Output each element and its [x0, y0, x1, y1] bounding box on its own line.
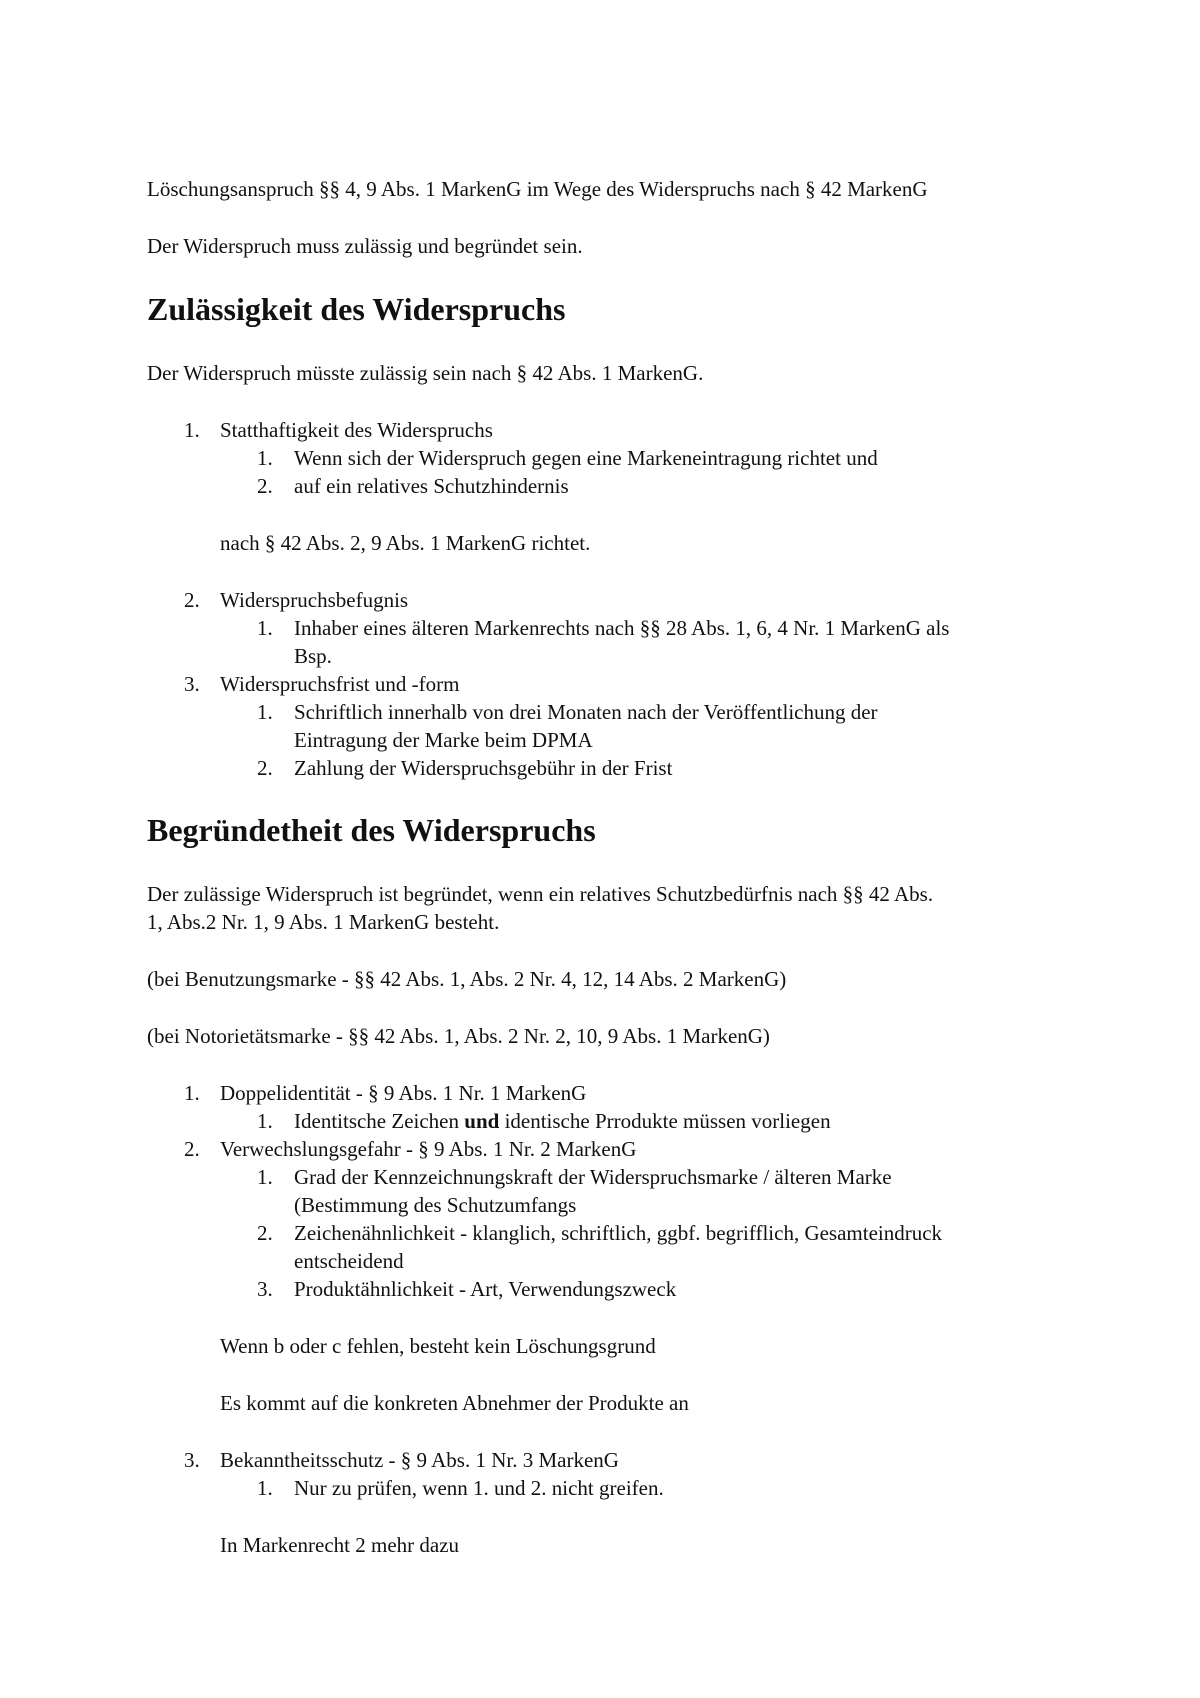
- list-item: Doppelidentität - § 9 Abs. 1 Nr. 1 MarkenG: [220, 1081, 587, 1105]
- sublist-item: Zahlung der Widerspruchsgebühr in der Frist: [294, 756, 673, 780]
- list-item: Statthaftigkeit des Widerspruchs: [220, 418, 493, 442]
- sublist-number: 1.: [257, 616, 273, 640]
- list-number: 3.: [184, 1448, 200, 1472]
- list-number: 1.: [184, 1081, 200, 1105]
- admissibility-lead: Der Widerspruch müsste zulässig sein nach § 42 Abs. 1 MarkenG.: [147, 361, 704, 385]
- sublist-number: 1.: [257, 446, 273, 470]
- sublist-text-before: Identitsche Zeichen: [294, 1109, 465, 1133]
- merits-lead: Der zulässige Widerspruch ist begründet, wenn ein relatives Schutzbedürfnis nach §§ 42 Abs.: [147, 882, 934, 906]
- sublist-number: 2.: [257, 474, 273, 498]
- sublist-item: Wenn sich der Widerspruch gegen eine Markeneintragung richtet und: [294, 446, 878, 470]
- sublist-number: 1.: [257, 1165, 273, 1189]
- list-item: Widerspruchsfrist und -form: [220, 672, 460, 696]
- list-item: Verwechslungsgefahr - § 9 Abs. 1 Nr. 2 MarkenG: [220, 1137, 637, 1161]
- list-note: Wenn b oder c fehlen, besteht kein Löschungsgrund: [220, 1334, 656, 1358]
- sublist-number: 3.: [257, 1277, 273, 1301]
- sublist-number: 2.: [257, 1221, 273, 1245]
- sublist-item: Produktähnlichkeit - Art, Verwendungszweck: [294, 1277, 677, 1301]
- intro-requirement: Der Widerspruch muss zulässig und begründet sein.: [147, 234, 583, 258]
- sublist-text-bold: und: [464, 1109, 500, 1133]
- sublist-item: auf ein relatives Schutzhindernis: [294, 474, 569, 498]
- sublist-item: Zeichenähnlichkeit - klanglich, schriftlich, ggbf. begrifflich, Gesamteindruck: [294, 1221, 943, 1245]
- list-item: Widerspruchsbefugnis: [220, 588, 409, 612]
- note-usage-mark: (bei Benutzungsmarke - §§ 42 Abs. 1, Abs. 2 Nr. 4, 12, 14 Abs. 2 MarkenG): [147, 967, 787, 991]
- intro-claim: Löschungsanspruch §§ 4, 9 Abs. 1 MarkenG im Wege des Widerspruchs nach § 42 MarkenG: [147, 177, 928, 201]
- sublist-item: Nur zu prüfen, wenn 1. und 2. nicht greifen.: [294, 1476, 664, 1500]
- list-number: 3.: [184, 672, 200, 696]
- sublist-item: [294, 1107, 831, 1135]
- list-number: 2.: [184, 1137, 200, 1161]
- list-note: Es kommt auf die konkreten Abnehmer der Produkte an: [220, 1391, 689, 1415]
- sublist-item: Schriftlich innerhalb von drei Monaten nach der Veröffentlichung der: [294, 700, 878, 724]
- sublist-number: 1.: [257, 700, 273, 724]
- admissibility-heading: Zulässigkeit des Widerspruchs: [147, 291, 566, 327]
- list-item: Bekanntheitsschutz - § 9 Abs. 1 Nr. 3 MarkenG: [220, 1448, 619, 1472]
- sublist-item-continued: (Bestimmung des Schutzumfangs: [294, 1193, 577, 1217]
- list-number: 2.: [184, 588, 200, 612]
- sublist-number: 1.: [257, 1476, 273, 1500]
- sublist-item-continued: entscheidend: [294, 1249, 404, 1273]
- list-note: nach § 42 Abs. 2, 9 Abs. 1 MarkenG richtet.: [220, 531, 591, 555]
- sublist-number: 1.: [257, 1109, 273, 1133]
- merits-lead-continued: 1, Abs.2 Nr. 1, 9 Abs. 1 MarkenG besteht.: [147, 910, 500, 934]
- sublist-number: 2.: [257, 756, 273, 780]
- sublist-item-continued: Bsp.: [294, 644, 332, 668]
- sublist-item: Inhaber eines älteren Markenrechts nach §§ 28 Abs. 1, 6, 4 Nr. 1 MarkenG als: [294, 616, 950, 640]
- merits-heading: Begründetheit des Widerspruchs: [147, 812, 596, 848]
- list-note: In Markenrecht 2 mehr dazu: [220, 1533, 460, 1557]
- note-notoriety-mark: (bei Notorietätsmarke - §§ 42 Abs. 1, Abs. 2 Nr. 2, 10, 9 Abs. 1 MarkenG): [147, 1024, 770, 1048]
- sublist-text-after: identische Prrodukte müssen vorliegen: [499, 1109, 831, 1133]
- sublist-item-continued: Eintragung der Marke beim DPMA: [294, 728, 593, 752]
- list-number: 1.: [184, 418, 200, 442]
- sublist-item: Grad der Kennzeichnungskraft der Widerspruchsmarke / älteren Marke: [294, 1165, 892, 1189]
